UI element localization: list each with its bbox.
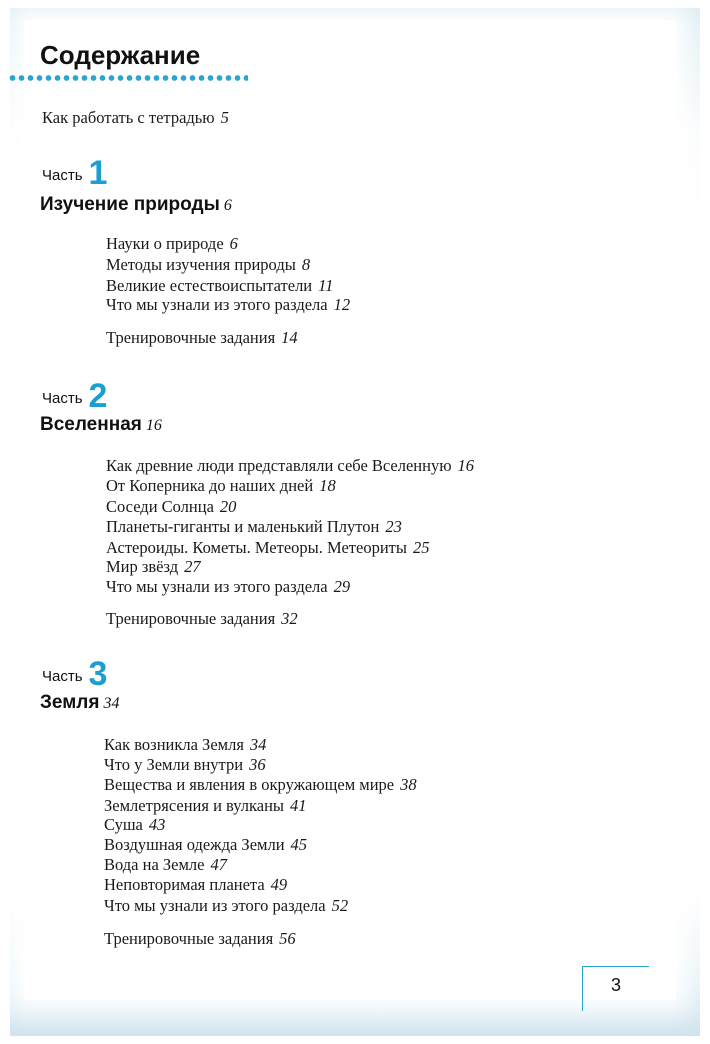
toc-item[interactable] bbox=[106, 538, 429, 558]
toc-item[interactable] bbox=[104, 755, 266, 775]
toc-item-label: Соседи Солнца bbox=[106, 497, 214, 516]
page-number-box bbox=[582, 966, 649, 1011]
toc-item[interactable] bbox=[106, 517, 402, 537]
toc-item-page: 8 bbox=[301, 255, 311, 274]
toc-item[interactable] bbox=[106, 497, 236, 517]
toc-intro[interactable] bbox=[42, 108, 229, 128]
toc-item-page: 43 bbox=[148, 815, 166, 834]
toc-item-page: 45 bbox=[290, 835, 308, 854]
toc-item-label: Суша bbox=[104, 815, 143, 834]
toc-item-label: Что мы узнали из этого раздела bbox=[104, 896, 326, 915]
toc-item[interactable] bbox=[106, 234, 238, 254]
toc-item-label: Науки о природе bbox=[106, 234, 224, 253]
toc-item[interactable] bbox=[104, 815, 165, 835]
toc-item-label: Как возникла Земля bbox=[104, 735, 244, 754]
toc-training-label: Тренировочные задания bbox=[106, 609, 276, 628]
toc-item-label: От Коперника до наших дней bbox=[106, 476, 314, 495]
toc-item-page: 23 bbox=[385, 517, 402, 536]
part-3-heading bbox=[42, 655, 107, 694]
toc-item-label: Что у Земли внутри bbox=[104, 755, 244, 774]
toc-item-label: Неповторимая планета bbox=[104, 875, 265, 894]
toc-training[interactable] bbox=[104, 929, 296, 949]
toc-item-label: Мир звёзд bbox=[106, 557, 179, 576]
toc-intro-page: 5 bbox=[220, 108, 229, 127]
toc-item[interactable] bbox=[106, 255, 310, 275]
part-1-title-page: 6 bbox=[223, 197, 232, 214]
toc-item-page: 20 bbox=[219, 497, 237, 516]
part-3-title-page: 34 bbox=[103, 695, 120, 712]
toc-item-label: Вода на Земле bbox=[104, 855, 205, 874]
toc-item-page: 25 bbox=[412, 538, 430, 557]
toc-training[interactable] bbox=[106, 328, 298, 348]
toc-item[interactable] bbox=[106, 276, 333, 296]
part-1-number: 1 bbox=[88, 154, 108, 192]
toc-training[interactable] bbox=[106, 609, 298, 629]
toc-item-page: 12 bbox=[333, 295, 351, 314]
toc-item-label: Что мы узнали из этого раздела bbox=[106, 295, 328, 314]
part-2-title[interactable] bbox=[40, 414, 162, 436]
toc-item[interactable] bbox=[104, 835, 307, 855]
toc-item[interactable] bbox=[104, 775, 417, 795]
toc-intro-label: Как работать с тетрадью bbox=[42, 108, 215, 127]
toc-item-page: 6 bbox=[229, 234, 238, 253]
toc-item-page: 18 bbox=[319, 476, 336, 495]
toc-item[interactable] bbox=[106, 295, 350, 315]
page-title: Содержание bbox=[40, 40, 201, 70]
toc-item-label: Воздушная одежда Земли bbox=[104, 835, 285, 854]
part-1-title-label: Изучение природы bbox=[40, 194, 220, 215]
part-1-title[interactable] bbox=[40, 194, 232, 216]
toc-item-page: 36 bbox=[249, 755, 266, 774]
toc-item-label: Астероиды. Кометы. Метеоры. Метеориты bbox=[106, 538, 407, 557]
toc-training-page: 14 bbox=[281, 328, 298, 347]
part-2-title-page: 16 bbox=[145, 417, 162, 434]
part-2-title-label: Вселенная bbox=[40, 414, 142, 435]
part-3-title[interactable] bbox=[40, 692, 119, 714]
toc-item-page: 52 bbox=[331, 896, 349, 915]
toc-item-label: Землетрясения и вулканы bbox=[104, 796, 285, 815]
toc-item-page: 16 bbox=[457, 456, 475, 475]
toc-item-page: 47 bbox=[210, 855, 227, 874]
toc-item[interactable] bbox=[106, 577, 350, 597]
toc-item-label: Вещества и явления в окружающем мире bbox=[104, 775, 395, 794]
dotted-divider bbox=[8, 74, 248, 82]
page-number: 3 bbox=[610, 975, 621, 995]
part-2-heading bbox=[42, 377, 107, 416]
part-2-label: Часть bbox=[42, 390, 83, 407]
part-3-label: Часть bbox=[42, 668, 83, 685]
part-1-heading bbox=[42, 154, 107, 193]
toc-item-page: 34 bbox=[249, 735, 267, 754]
toc-item-page: 11 bbox=[318, 276, 334, 295]
part-2-number: 2 bbox=[88, 377, 108, 415]
toc-item[interactable] bbox=[106, 456, 474, 476]
toc-item[interactable] bbox=[104, 796, 307, 816]
toc-item-page: 27 bbox=[184, 557, 201, 576]
toc-item-page: 49 bbox=[270, 875, 288, 894]
toc-item-label: Планеты-гиганты и маленький Плутон bbox=[106, 517, 380, 536]
toc-item[interactable] bbox=[106, 476, 336, 496]
toc-training-page: 56 bbox=[279, 929, 296, 948]
toc-item-label: Методы изучения природы bbox=[106, 255, 296, 274]
toc-item[interactable] bbox=[104, 735, 266, 755]
toc-item-label: Великие естествоиспытатели bbox=[106, 276, 313, 295]
toc-item-page: 29 bbox=[333, 577, 351, 596]
toc-item-page: 38 bbox=[400, 775, 417, 794]
toc-item-page: 41 bbox=[290, 796, 307, 815]
toc-item-label: Что мы узнали из этого раздела bbox=[106, 577, 328, 596]
part-3-number: 3 bbox=[88, 655, 108, 693]
part-1-label: Часть bbox=[42, 167, 83, 184]
part-3-title-label: Земля bbox=[40, 692, 100, 713]
toc-item[interactable] bbox=[104, 855, 227, 875]
toc-training-label: Тренировочные задания bbox=[104, 929, 274, 948]
toc-training-label: Тренировочные задания bbox=[106, 328, 276, 347]
toc-item-label: Как древние люди представляли себе Вселенную bbox=[106, 456, 452, 475]
toc-training-page: 32 bbox=[281, 609, 298, 628]
toc-item[interactable] bbox=[104, 896, 348, 916]
toc-item[interactable] bbox=[104, 875, 287, 895]
toc-item[interactable] bbox=[106, 557, 201, 577]
